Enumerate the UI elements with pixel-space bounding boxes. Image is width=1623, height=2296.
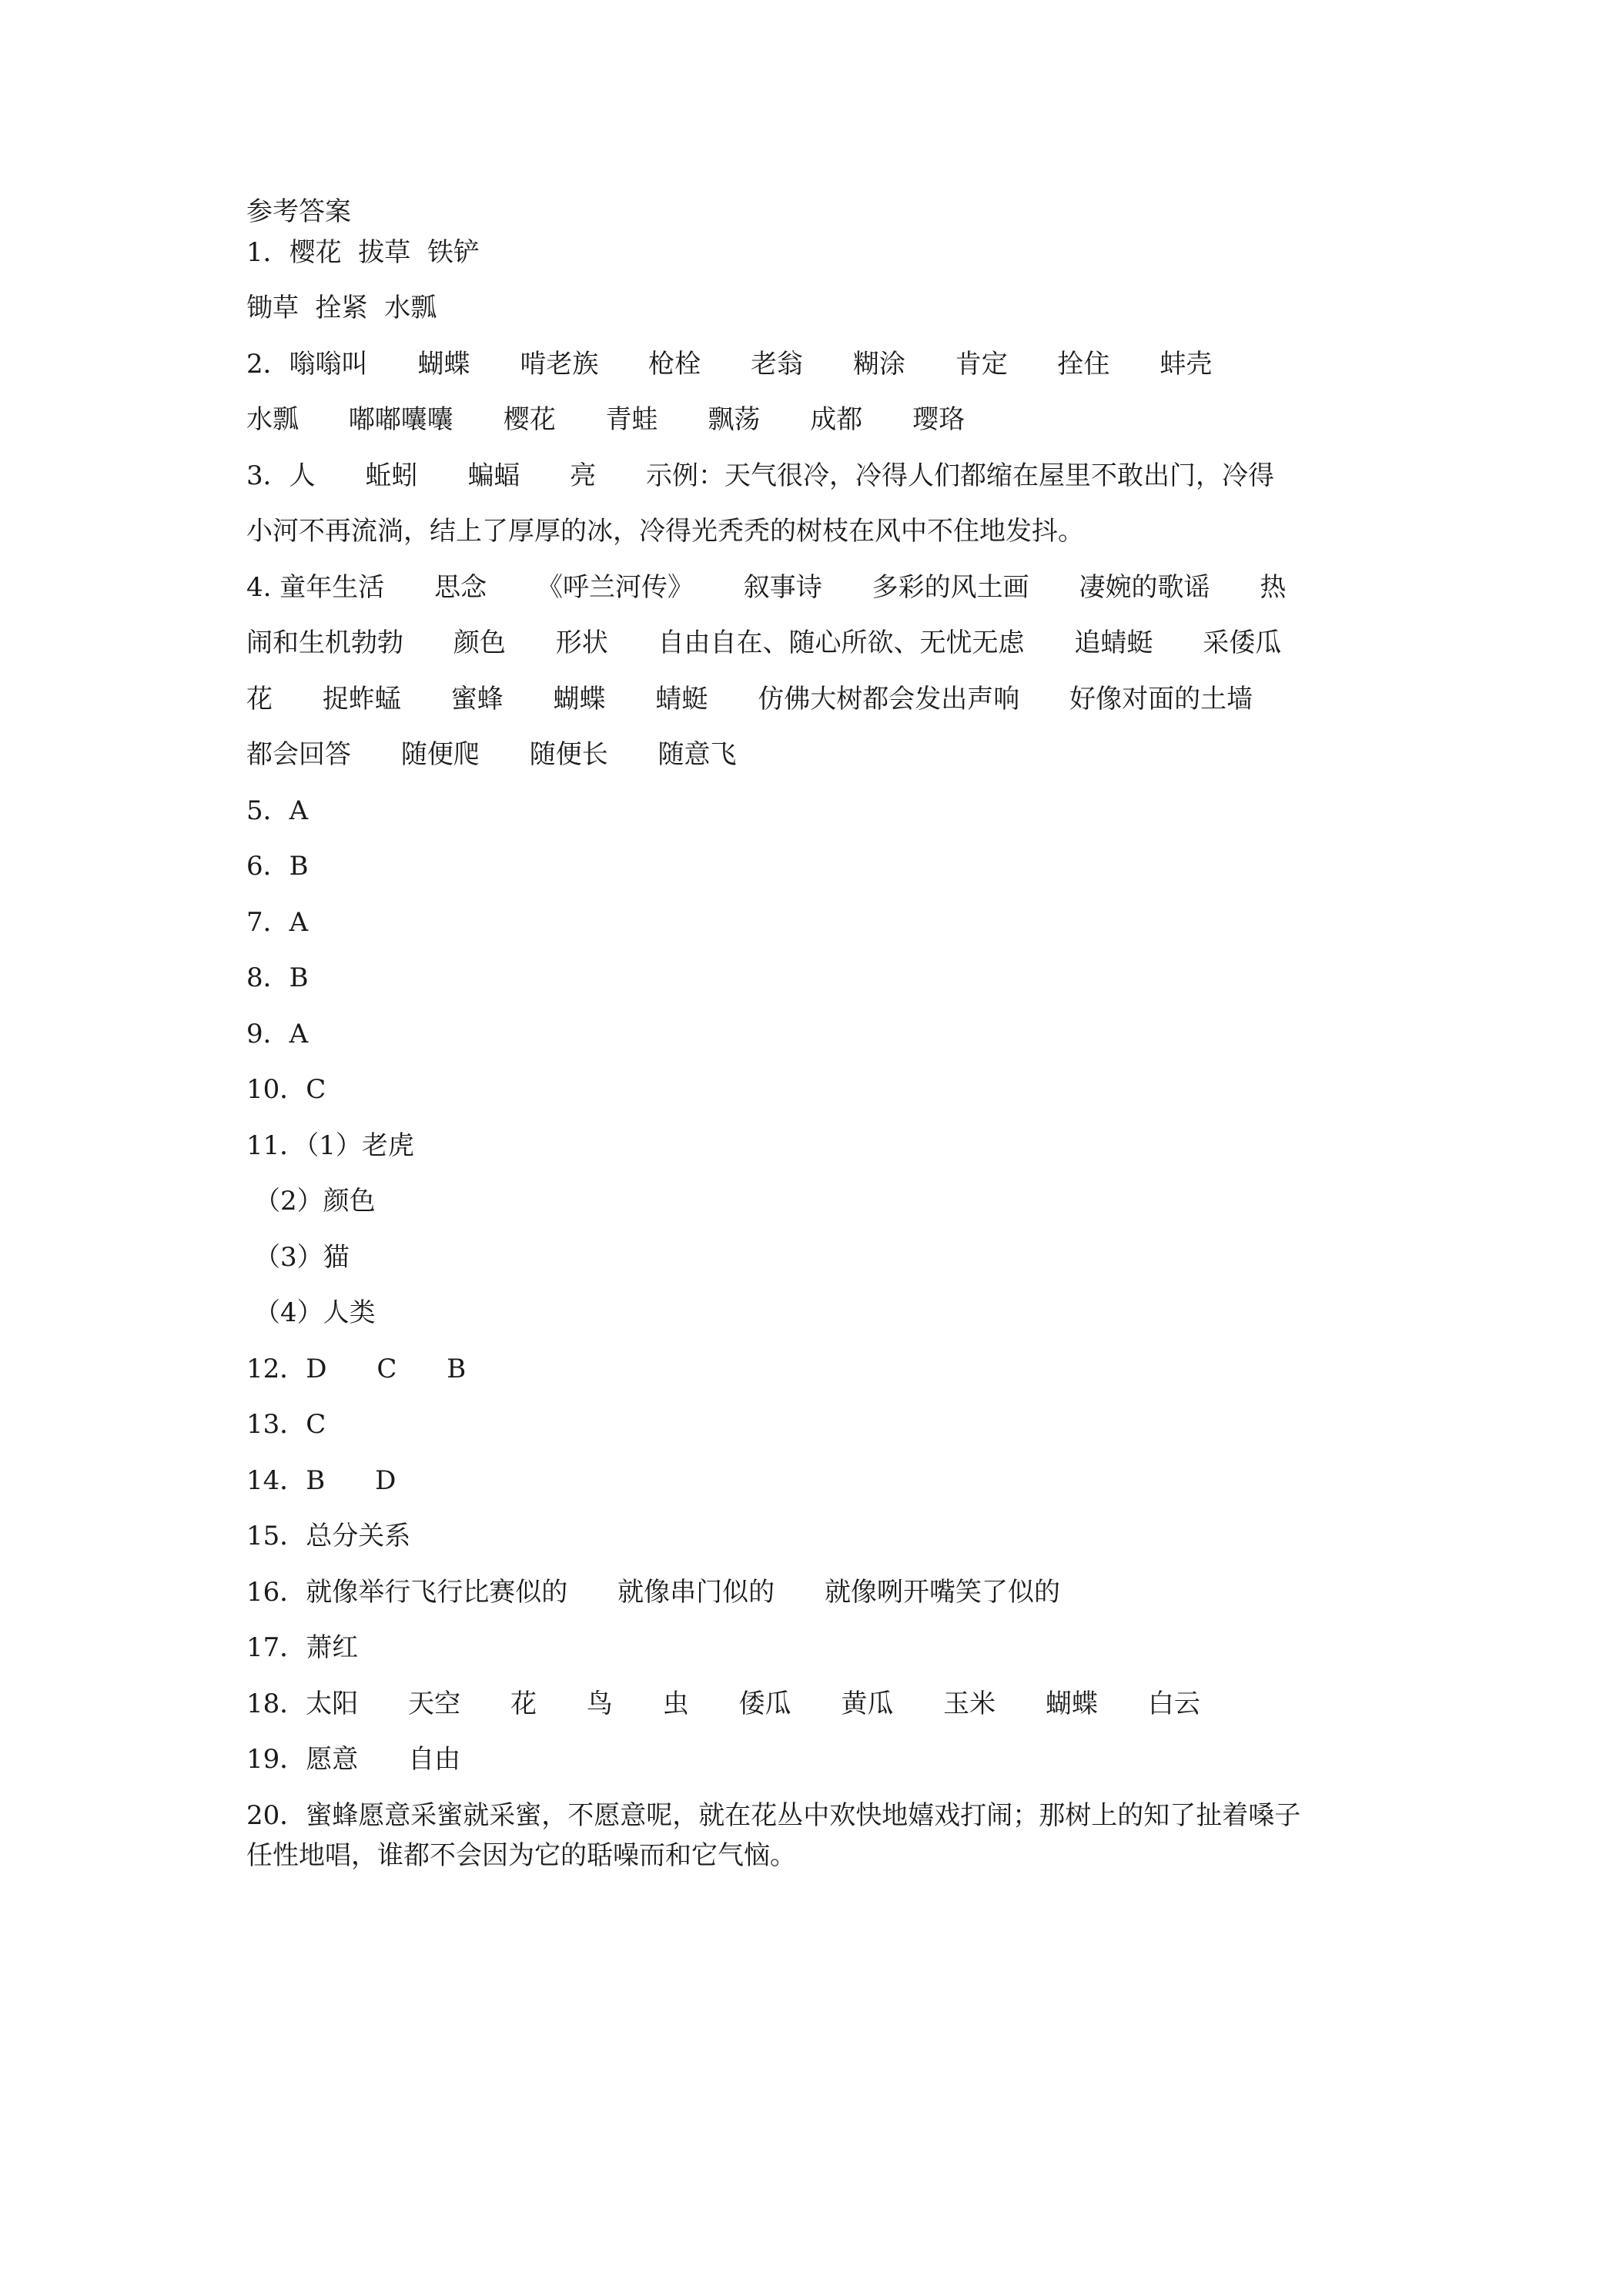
answer-line-11-sub-3: （3）猫 (254, 1242, 350, 1273)
answer-line-20-cont: 任性地唱，谁都不会因为它的聒噪而和它气恼。 (246, 1840, 796, 1871)
answer-line-12: 12．D C B (246, 1354, 467, 1384)
answer-line-4-cont-2: 花 捉蚱蜢 蜜蜂 蝴蝶 蜻蜓 仿佛大树都会发出声响 好像对面的土墙 (246, 684, 1253, 715)
answer-line-3: 3．人 蚯蚓 蝙蝠 亮 示例：天气很冷，冷得人们都缩在屋里不敢出门，冷得 (246, 460, 1275, 491)
answer-line-1-cont: 锄草 拴紧 水瓢 (246, 293, 437, 323)
answer-line-19: 19．愿意 自由 (246, 1744, 461, 1775)
answer-line-1: 1．樱花 拔草 铁铲 (246, 237, 480, 268)
answer-line-17: 17．萧红 (246, 1632, 359, 1663)
answer-line-6: 6．B (246, 851, 309, 882)
answer-line-2-cont: 水瓢 嘟嘟囔囔 樱花 青蛙 飘荡 成都 璎珞 (246, 404, 965, 435)
answer-line-9: 9．A (246, 1019, 309, 1049)
answer-line-20: 20．蜜蜂愿意采蜜就采蜜，不愿意呢，就在花丛中欢快地嬉戏打闹；那树上的知了扯着嗓子 (246, 1800, 1301, 1831)
answer-line-11: 11．（1）老虎 (246, 1130, 414, 1161)
answer-line-8: 8．B (246, 962, 309, 993)
answer-line-16: 16．就像举行飞行比赛似的 就像串门似的 就像咧开嘴笑了似的 (246, 1577, 1060, 1608)
answer-line-13: 13．C (246, 1409, 326, 1440)
answer-line-7: 7．A (246, 907, 309, 938)
answer-line-15: 15．总分关系 (246, 1521, 411, 1551)
answer-line-14: 14．B D (246, 1465, 397, 1496)
answer-line-10: 10．C (246, 1074, 326, 1105)
answer-line-2: 2．嗡嗡叫 蝴蝶 啃老族 枪栓 老翁 糊涂 肯定 拴住 蚌壳 (246, 349, 1213, 380)
answer-line-5: 5．A (246, 795, 309, 826)
answer-line-18: 18．太阳 天空 花 鸟 虫 倭瓜 黄瓜 玉米 蝴蝶 白云 (246, 1689, 1200, 1719)
answer-line-11-sub-4: （4）人类 (254, 1297, 376, 1328)
page-title: 参考答案 (246, 196, 351, 227)
answer-line-3-cont: 小河不再流淌，结上了厚厚的冰，冷得光秃秃的树枝在风中不住地发抖。 (246, 516, 1084, 547)
answer-line-4-cont-1: 闹和生机勃勃 颜色 形状 自由自在、随心所欲、无忧无虑 追蜻蜓 采倭瓜 (246, 628, 1282, 658)
answer-line-4-cont-3: 都会回答 随便爬 随便长 随意飞 (246, 739, 737, 770)
answer-line-11-sub-2: （2）颜色 (254, 1186, 376, 1217)
answer-line-4: 4. 童年生活 思念 《呼兰河传》 叙事诗 多彩的风土画 凄婉的歌谣 热 (246, 572, 1287, 603)
